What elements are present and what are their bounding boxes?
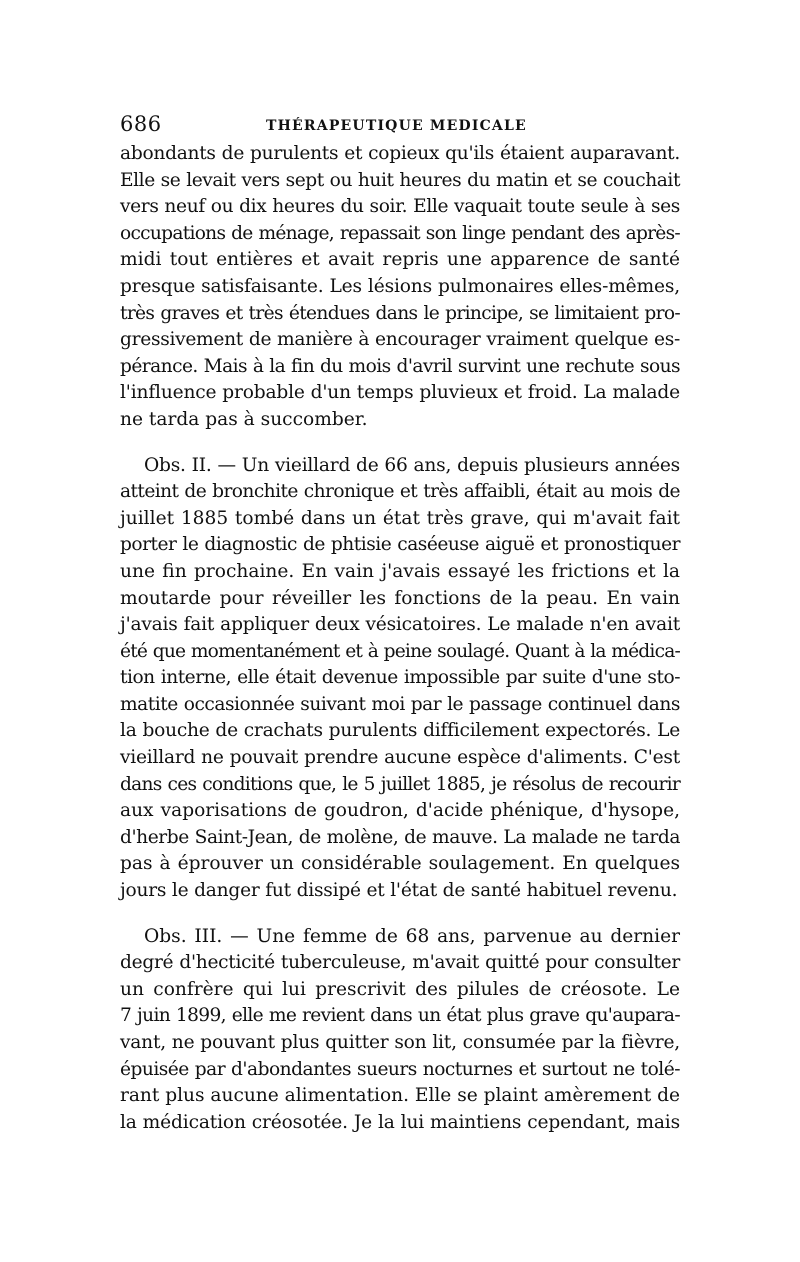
text-line: atteint de bronchite chronique et très affaibli, était au mois de [120,481,680,503]
text-line: 7 juin 1899, elle me revient dans un état plus grave qu'aupara- [120,1005,680,1027]
text-line: degré d'hecticité tuberculeuse, m'avait quitté pour consulter [120,952,680,974]
body-text [120,141,680,1136]
page-header [120,112,680,142]
text-line: moutarde pour réveiller les fonctions de la peau. En vain [120,587,680,609]
paragraph-obs-2 [120,453,680,905]
text-line: été que momentanément et à peine soulagé. Quant à la médica- [120,640,680,662]
text-line: Obs. II. — Un vieillard de 66 ans, depuis plusieurs années [144,454,680,476]
text-line: très graves et très étendues dans le principe, se limitaient pro- [120,302,680,324]
text-line: tion interne, elle était devenue impossible par suite d'une sto- [120,667,680,689]
text-line: midi tout entières et avait repris une apparence de santé [120,249,680,271]
text-line: occupations de ménage, repassait son linge pendant des après- [120,222,680,244]
text-line: pérance. Mais à la fin du mois d'avril survint une rechute sous [120,355,680,377]
text-line: vers neuf ou dix heures du soir. Elle vaquait toute seule à ses [120,196,680,218]
text-line: d'herbe Saint-Jean, de molène, de mauve. La malade ne tarda [120,826,680,848]
text-line: un confrère qui lui prescrivit des pilules de créosote. Le [120,978,680,1000]
text-line: jours le danger fut dissipé et l'état de santé habituel revenu. [120,880,678,902]
text-line: porter le diagnostic de phtisie caséeuse aiguë et pronostiquer [120,534,680,556]
text-line: juillet 1885 tombé dans un état très grave, qui m'avait fait [120,507,680,529]
page-number: 686 [120,112,162,136]
text-line: gressivement de manière à encourager vraiment quelque es- [120,329,680,351]
text-line: l'influence probable d'un temps pluvieux et froid. La malade [120,382,680,404]
text-line: j'avais fait appliquer deux vésicatoires. Le malade n'en avait [120,614,680,636]
text-line: rant plus aucune alimentation. Elle se plaint amèrement de [120,1085,680,1107]
text-line: matite occasionnée suivant moi par le passage continuel dans [120,693,680,715]
text-line: la médication créosotée. Je la lui maintiens cependant, mais [120,1111,680,1133]
text-line: Elle se levait vers sept ou huit heures du matin et se couchait [120,169,680,191]
paragraph-obs-3 [120,924,680,1137]
text-line: ne tarda pas à succomber. [120,408,368,430]
text-line: abondants de purulents et copieux qu'ils étaient auparavant. [120,143,680,164]
text-line: une fin prochaine. En vain j'avais essayé les frictions et la [120,560,680,582]
running-head: THÉRAPEUTIQUE MEDICALE [266,118,527,134]
text-line: vieillard ne pouvait prendre aucune espèce d'aliments. C'est [120,747,680,769]
text-line: dans ces conditions que, le 5 juillet 1885, je résolus de recourir [120,773,680,795]
text-line: aux vaporisations de goudron, d'acide phénique, d'hysope, [120,800,680,822]
text-line: épuisée par d'abondantes sueurs nocturnes et surtout ne tolé- [120,1058,680,1080]
paragraph-continuation [120,141,680,434]
text-line: presque satisfaisante. Les lésions pulmonaires elles-mêmes, [120,275,680,297]
text-line: Obs. III. — Une femme de 68 ans, parvenue au dernier [144,925,680,947]
text-line: pas à éprouver un considérable soulagement. En quelques [120,853,680,875]
text-line: la bouche de crachats purulents difficilement expectorés. Le [120,720,680,742]
text-line: vant, ne pouvant plus quitter son lit, consumée par la fièvre, [120,1032,680,1053]
